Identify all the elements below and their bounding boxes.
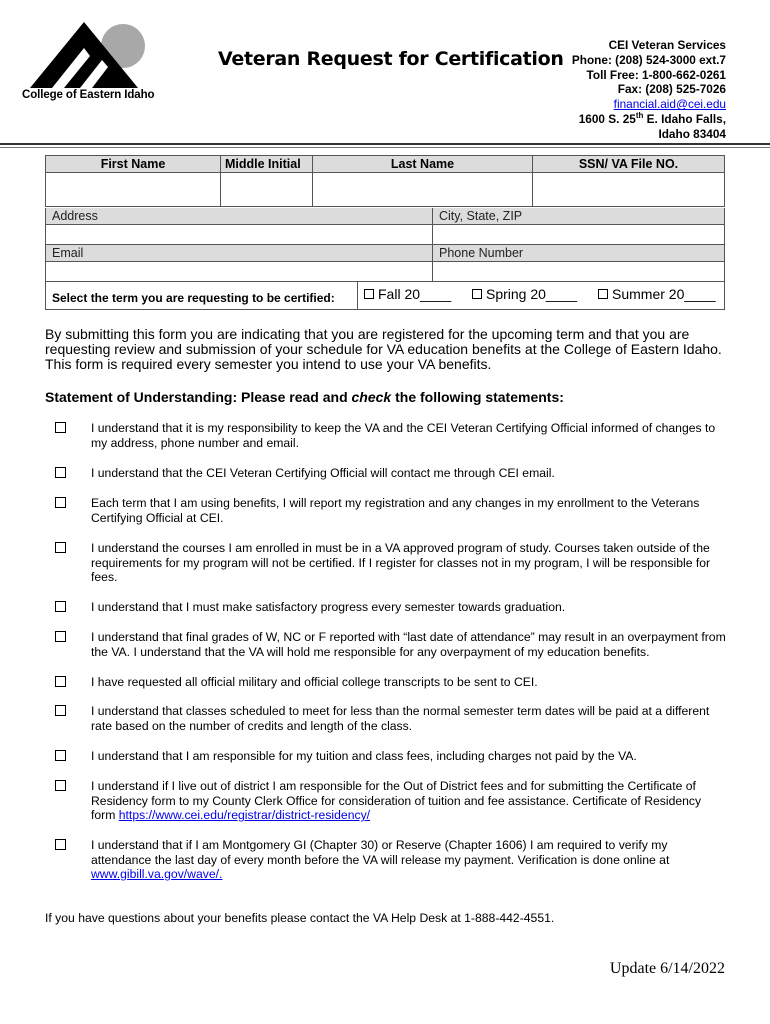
summer-label: Summer 20____ xyxy=(612,285,716,302)
contact-address: 1600 S. 25th E. Idaho Falls, xyxy=(578,111,726,126)
logo-text: College of Eastern Idaho xyxy=(22,89,155,101)
header-divider-thin xyxy=(0,147,770,148)
term-summer[interactable] xyxy=(598,286,716,306)
first-name-field[interactable] xyxy=(46,173,221,207)
fall-label: Fall 20____ xyxy=(378,285,452,302)
cei-logo xyxy=(22,16,172,104)
statement-checkbox[interactable] xyxy=(55,542,66,553)
statement-checkbox[interactable] xyxy=(55,631,66,642)
statement-checkbox[interactable] xyxy=(55,780,66,791)
statement-checkbox[interactable] xyxy=(55,467,66,478)
first-name-label: First Name xyxy=(46,156,221,173)
last-name-field[interactable] xyxy=(313,173,533,207)
ssn-label: SSN/ VA File NO. xyxy=(533,156,725,173)
help-text: If you have questions about your benefits please contact the VA Help Desk at 1-888-442-4551. xyxy=(45,911,555,925)
contact-city: Idaho 83404 xyxy=(658,126,726,141)
summer-checkbox[interactable] xyxy=(598,289,608,299)
city-state-zip-label: City, State, ZIP xyxy=(433,208,724,225)
email-label: Email xyxy=(46,245,432,262)
mountain-logo-icon xyxy=(28,16,158,90)
phone-label: Phone Number xyxy=(433,245,724,262)
middle-initial-label: Middle Initial xyxy=(221,156,313,173)
name-table xyxy=(45,155,725,207)
statement-checkbox[interactable] xyxy=(55,422,66,433)
email-field[interactable] xyxy=(46,262,432,282)
gibill-wave-link[interactable]: www.gibill.va.gov/wave/. xyxy=(91,867,223,882)
term-spring[interactable] xyxy=(472,286,598,306)
contact-toll-free: Toll Free: 1-800-662-0261 xyxy=(586,67,726,82)
contact-fax: Fax: (208) 525-7026 xyxy=(617,82,726,97)
statement-checkbox[interactable] xyxy=(55,676,66,687)
statement-heading: Statement of Understanding: Please read and check the following statements: xyxy=(45,389,564,405)
contact-email-link[interactable]: financial.aid@cei.edu xyxy=(613,97,726,112)
address-label: Address xyxy=(46,208,432,225)
statement-checkbox[interactable] xyxy=(55,839,66,850)
intro-paragraph: By submitting this form you are indicating that you are registered for the upcoming term and that you are requesting review and submission of your schedule for VA education benefits at the College of Eastern Idaho. This form is required every semester you intend to use your VA benefits. xyxy=(45,326,722,372)
ssn-field[interactable] xyxy=(533,173,725,207)
contact-org: CEI Veteran Services xyxy=(608,38,726,52)
update-date: Update 6/14/2022 xyxy=(609,960,725,977)
fall-checkbox[interactable] xyxy=(364,289,374,299)
contact-phone: Phone: (208) 524-3000 ext.7 xyxy=(571,52,726,67)
page-title: Veteran Request for Certification xyxy=(218,48,564,70)
middle-initial-field[interactable] xyxy=(221,173,313,207)
city-state-zip-field[interactable] xyxy=(433,225,724,245)
header-divider xyxy=(0,143,770,145)
phone-field[interactable] xyxy=(433,262,724,282)
term-fall[interactable] xyxy=(364,286,472,306)
statement-checkbox[interactable] xyxy=(55,705,66,716)
last-name-label: Last Name xyxy=(313,156,533,173)
spring-label: Spring 20____ xyxy=(486,285,578,302)
district-residency-link[interactable]: https://www.cei.edu/registrar/district-residency/ xyxy=(118,808,371,823)
term-label: Select the term you are requesting to be certified: xyxy=(46,282,358,309)
spring-checkbox[interactable] xyxy=(472,289,482,299)
statement-checkbox[interactable] xyxy=(55,750,66,761)
contact-block xyxy=(572,38,726,142)
contact-fields xyxy=(45,208,725,310)
statement-checkbox[interactable] xyxy=(55,497,66,508)
address-field[interactable] xyxy=(46,225,432,245)
statement-checkbox[interactable] xyxy=(55,601,66,612)
